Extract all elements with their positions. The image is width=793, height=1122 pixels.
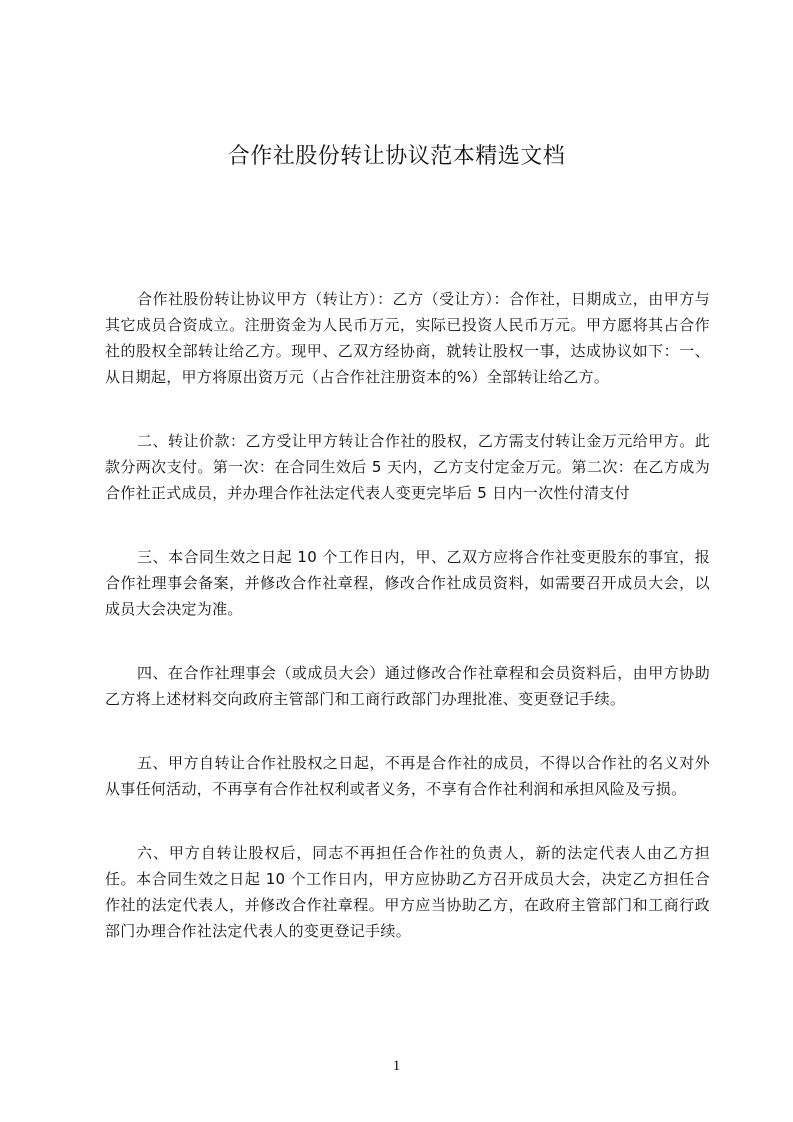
paragraph-clause-4: 四、在合作社理事会（或成员大会）通过修改合作社章程和会员资料后，由甲方协助乙方将上述材料交向政府主管部门和工商行政部门办理批准、变更登记手续。 [105,664,710,708]
document-title: 合作社股份转让协议范本精选文档 [227,144,566,169]
paragraph-clause-3: 三、本合同生效之日起 10 个工作日内，甲、乙双方应将合作社变更股东的事宜，报合作社理事会备案，并修改合作社章程，修改合作社成员资料，如需要召开成员大会，以成员大会决定为准。 [105,548,710,618]
paragraph-clause-6: 六、甲方自转让股权后，同志不再担任合作社的负责人，新的法定代表人由乙方担任。本合同生效之日起 10 个工作日内，甲方应协助乙方召开成员大会，决定乙方担任合作社的法定代表人，并修改合作社章程。甲方应当协助乙方，在政府主管部门和工商行政部门办理合作社法定代表人的变更登记手续。 [105,844,710,940]
paragraph-intro: 合作社股份转让协议甲方（转让方）：乙方（受让方）：合作社，日期成立，由甲方与其它成员合资成立。注册资金为人民币万元，实际已投资人民币万元。甲方愿将其占合作社的股权全部转让给乙方。现甲、乙双方经协商，就转让股权一事，达成协议如下：一、从日期起，甲方将原出资万元（占合作社注册资本的%）全部转让给乙方。 [105,290,710,386]
page-number: 1 [392,1058,401,1074]
document-body [105,286,710,982]
paragraph-clause-2: 二、转让价款：乙方受让甲方转让合作社的股权，乙方需支付转让金万元给甲方。此款分两次支付。第一次：在合同生效后 5 天内，乙方支付定金万元。第二次：在乙方成为合作社正式成员，并办理合作社法定代表人变更完毕后 5 日内一次性付清支付 [105,432,710,502]
paragraph-clause-5: 五、甲方自转让合作社股权之日起，不再是合作社的成员，不得以合作社的名义对外从事任何活动，不再享有合作社权利或者义务，不享有合作社利润和承担风险及亏损。 [105,754,710,798]
